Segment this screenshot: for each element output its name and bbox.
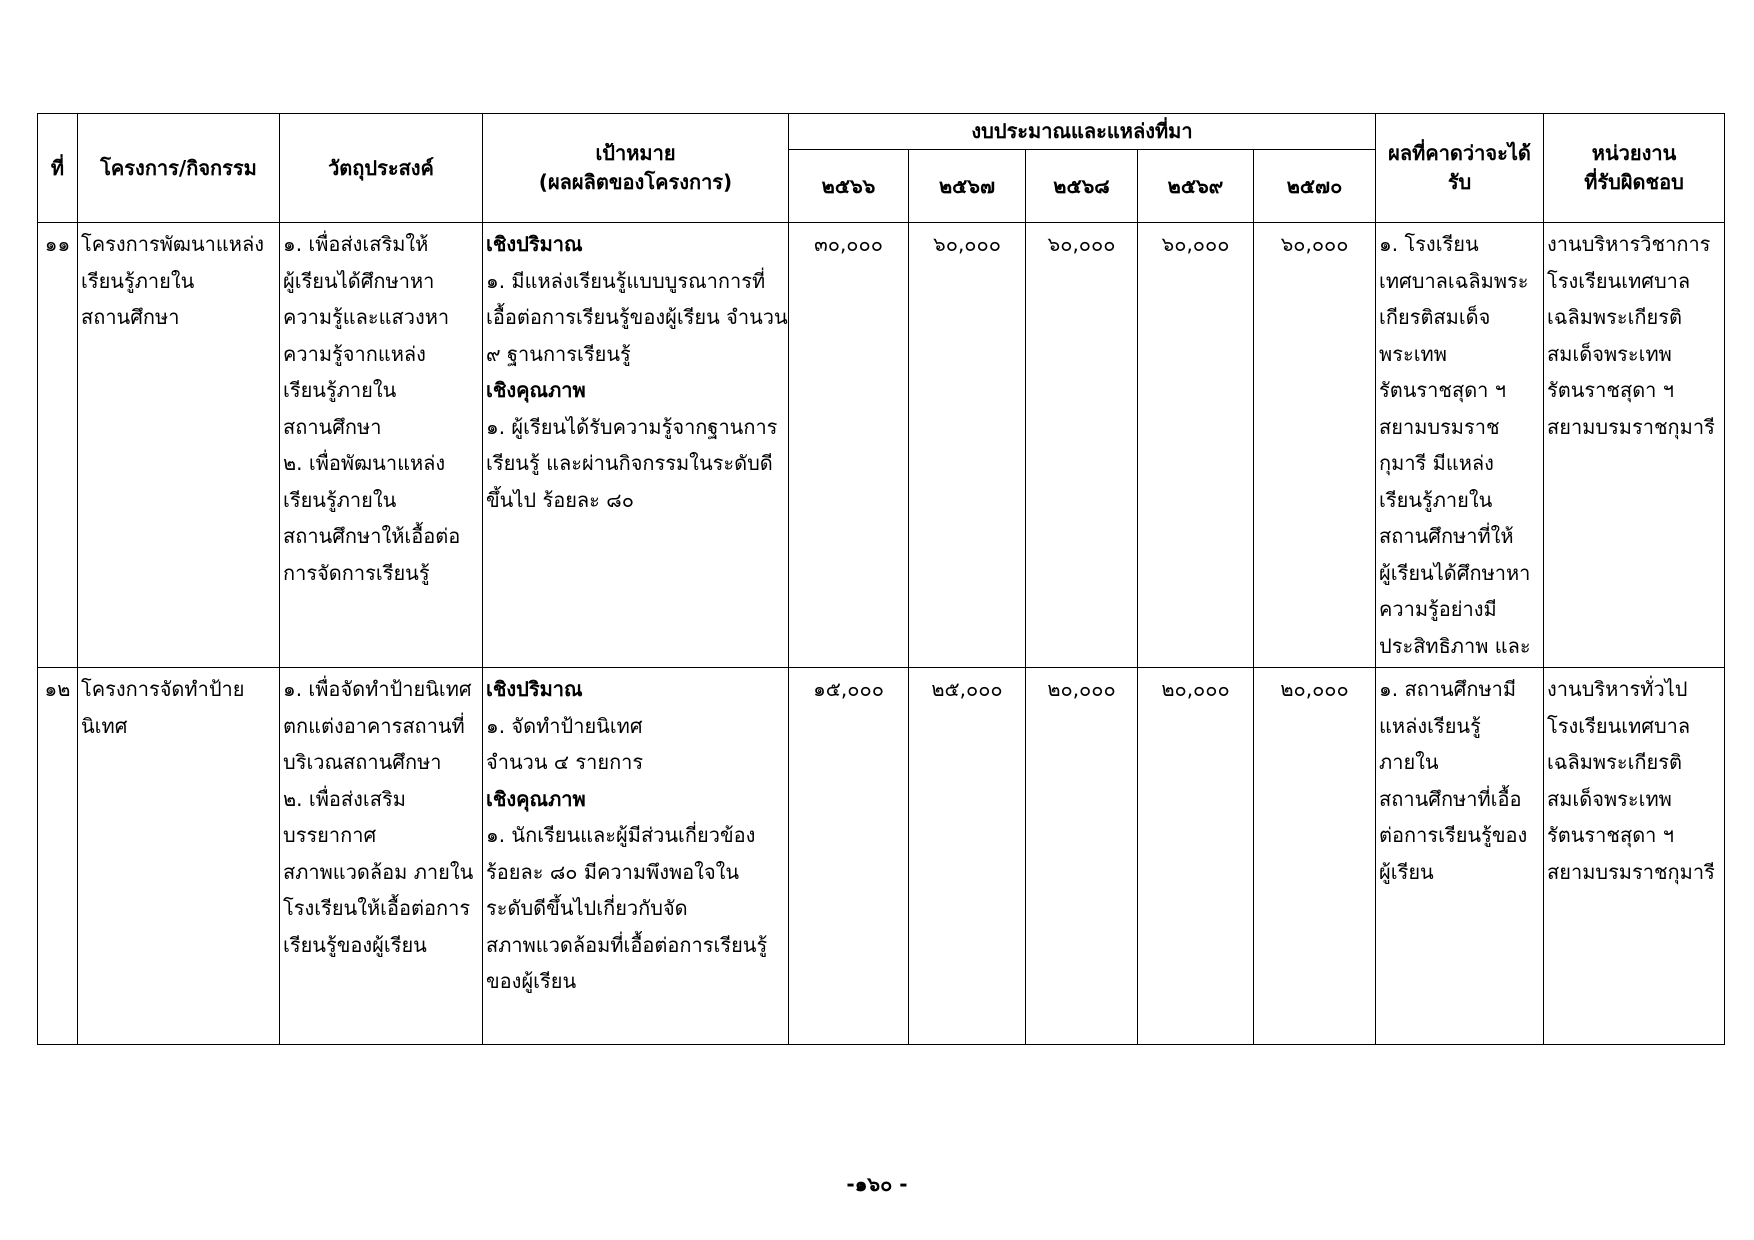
unit-cell	[1544, 223, 1725, 668]
objective-cell	[280, 223, 483, 668]
cell-line: โครงการจัดทำป้าย	[81, 677, 245, 701]
budget-value: ๒๐,๐๐๐	[1047, 677, 1116, 701]
budget-value: ๒๐,๐๐๐	[1280, 677, 1349, 701]
cell-line: เอื้อต่อการเรียนรู้ของผู้เรียน จำนวน	[486, 305, 788, 329]
cell-line: เกียรติสมเด็จ	[1379, 305, 1491, 329]
budget-value: ๓๐,๐๐๐	[814, 232, 883, 256]
cell-line: ระดับดีขึ้นไปเกี่ยวกับจัด	[486, 896, 688, 920]
cell-line: ผู้เรียนได้ศึกษาหา	[283, 268, 435, 293]
cell-line: แหล่งเรียนรู้	[1379, 713, 1481, 738]
cell-line: สมเด็จพระเทพ	[1547, 786, 1672, 811]
cell-line: สยามบรมราชกุมารี	[1547, 414, 1715, 439]
header-year: ๒๕๖๙	[1138, 150, 1254, 223]
cell-line: ๑. จัดทำป้ายนิเทศ	[486, 713, 643, 738]
cell-label: เชิงคุณภาพ	[486, 378, 586, 402]
cell-line: เรียนรู้ภายใน	[283, 378, 397, 402]
row-no-cell	[38, 668, 78, 1045]
cell-line: รัตนราชสุดา ฯ	[1547, 823, 1674, 847]
budget-cell	[789, 668, 909, 1045]
header-expected: ผลที่คาดว่าจะได้รับ	[1376, 114, 1544, 223]
project-plan-table	[37, 113, 1725, 1045]
budget-value: ๖๐,๐๐๐	[1047, 232, 1116, 256]
cell-line: สยามบรมราชกุมารี	[1547, 859, 1715, 884]
header-unit-line1: หน่วยงาน	[1591, 141, 1677, 165]
cell-line: สถานศึกษาที่เอื้อ	[1379, 786, 1522, 811]
objective-cell	[280, 668, 483, 1045]
cell-line: ๑. ผู้เรียนได้รับความรู้จากฐานการ	[486, 414, 778, 439]
budget-value: ๑๕,๐๐๐	[813, 677, 884, 701]
header-target-line2: (ผลผลิตของโครงการ)	[538, 170, 733, 194]
cell-line: พระเทพ	[1379, 341, 1447, 366]
cell-line: ต่อการเรียนรู้ของ	[1379, 823, 1528, 847]
header-year: ๒๕๗๐	[1254, 150, 1376, 223]
cell-line: เฉลิมพระเกียรติ	[1547, 750, 1682, 774]
target-cell	[483, 668, 789, 1045]
budget-cell	[789, 223, 909, 668]
project-cell	[78, 668, 280, 1045]
header-target	[483, 114, 789, 223]
cell-line: ผู้เรียน	[1379, 859, 1434, 884]
cell-line: บริเวณสถานศึกษา	[283, 750, 442, 774]
cell-line: งานบริหารวิชาการ	[1547, 232, 1711, 256]
header-no: ที่	[38, 114, 78, 223]
budget-value: ๒๕,๐๐๐	[931, 677, 1003, 701]
cell-line: สถานศึกษา	[283, 414, 382, 439]
cell-label: ๑๑	[44, 232, 71, 256]
cell-label: เชิงปริมาณ	[486, 232, 583, 256]
cell-line: ๙ ฐานการเรียนรู้	[486, 341, 631, 366]
cell-line: โรงเรียนให้เอื้อต่อการ	[283, 896, 471, 920]
cell-line: สภาพแวดล้อม ภายใน	[283, 859, 474, 884]
cell-line: รัตนราชสุดา ฯ	[1547, 378, 1674, 402]
cell-label: เชิงปริมาณ	[486, 677, 583, 701]
budget-value: ๖๐,๐๐๐	[1280, 232, 1349, 256]
header-unit	[1544, 114, 1725, 223]
cell-line: ๑. สถานศึกษามี	[1379, 677, 1517, 701]
cell-line: เรียนรู้ภายใน	[283, 487, 397, 512]
cell-line: การจัดการเรียนรู้	[283, 560, 430, 585]
header-year: ๒๕๖๗	[909, 150, 1026, 223]
cell-line: ๒. เพื่อส่งเสริม	[283, 786, 406, 811]
cell-line: ความรู้จากแหล่ง	[283, 341, 426, 366]
cell-line: สถานศึกษาให้เอื้อต่อ	[283, 524, 461, 548]
cell-line: ความรู้และแสวงหา	[283, 305, 450, 329]
table-row	[38, 668, 1725, 1045]
budget-value: ๖๐,๐๐๐	[933, 232, 1001, 256]
cell-line: ประสิทธิภาพ และ	[1379, 633, 1531, 658]
cell-line: เรียนรู้ของผู้เรียน	[283, 932, 427, 957]
target-cell	[483, 223, 789, 668]
cell-line: เทศบาลเฉลิมพระ	[1379, 268, 1529, 293]
budget-cell	[1254, 223, 1376, 668]
expected-cell	[1376, 223, 1544, 668]
cell-line: ผู้เรียนได้ศึกษาหา	[1379, 560, 1531, 585]
cell-line: กุมารี มีแหล่ง	[1379, 451, 1494, 475]
cell-line: ความรู้อย่างมี	[1379, 597, 1497, 621]
cell-line: ๑. เพื่อส่งเสริมให้	[283, 232, 429, 256]
cell-line: โรงเรียนเทศบาล	[1547, 268, 1691, 293]
cell-line: เฉลิมพระเกียรติ	[1547, 305, 1682, 329]
budget-cell	[1138, 223, 1254, 668]
cell-line: รัตนราชสุดา ฯ	[1379, 378, 1506, 402]
expected-cell	[1376, 668, 1544, 1045]
cell-line: ของผู้เรียน	[486, 969, 577, 993]
cell-line: ๑. โรงเรียน	[1379, 232, 1479, 256]
cell-line: ๑. เพื่อจัดทำป้ายนิเทศ	[283, 677, 472, 701]
budget-cell	[1254, 668, 1376, 1045]
cell-line: โรงเรียนเทศบาล	[1547, 713, 1691, 738]
cell-line: เรียนรู้ และผ่านกิจกรรมในระดับดี	[486, 451, 773, 475]
cell-line: นิเทศ	[81, 713, 128, 738]
cell-line: สมเด็จพระเทพ	[1547, 341, 1672, 366]
cell-line: ๑. มีแหล่งเรียนรู้แบบบูรณาการที่	[486, 268, 766, 293]
cell-label: ๑๒	[44, 677, 71, 701]
header-budget-group: งบประมาณและแหล่งที่มา	[789, 114, 1376, 150]
header-year: ๒๕๖๖	[789, 150, 909, 223]
cell-line: จำนวน ๔ รายการ	[486, 750, 644, 774]
cell-line: เรียนรู้ภายใน	[81, 268, 195, 293]
cell-line: โครงการพัฒนาแหล่ง	[81, 232, 264, 256]
cell-line: สถานศึกษาที่ให้	[1379, 524, 1514, 548]
cell-line: งานบริหารทั่วไป	[1547, 677, 1688, 701]
cell-line: ๒. เพื่อพัฒนาแหล่ง	[283, 451, 446, 475]
cell-line: ภายใน	[1379, 750, 1439, 774]
budget-value: ๒๐,๐๐๐	[1161, 677, 1230, 701]
header-year: ๒๕๖๘	[1026, 150, 1138, 223]
header-project: โครงการ/กิจกรรม	[78, 114, 280, 223]
budget-cell	[1138, 668, 1254, 1045]
cell-line: ตกแต่งอาคารสถานที่	[283, 713, 465, 738]
row-no-cell	[38, 223, 78, 668]
budget-cell	[909, 668, 1026, 1045]
page-number: -๑๖๐ -	[846, 1172, 908, 1196]
cell-line: ๑. นักเรียนและผู้มีส่วนเกี่ยวข้อง	[486, 823, 756, 847]
budget-cell	[909, 223, 1026, 668]
project-cell	[78, 223, 280, 668]
cell-line: สภาพแวดล้อมที่เอื้อต่อการเรียนรู้	[486, 932, 768, 957]
header-target-line1: เป้าหมาย	[595, 141, 676, 165]
header-unit-line2: ที่รับผิดชอบ	[1584, 170, 1684, 194]
unit-cell	[1544, 668, 1725, 1045]
budget-cell	[1026, 668, 1138, 1045]
cell-line: เรียนรู้ภายใน	[1379, 487, 1493, 512]
header-objective: วัตถุประสงค์	[280, 114, 483, 223]
budget-cell	[1026, 223, 1138, 668]
budget-value: ๖๐,๐๐๐	[1161, 232, 1230, 256]
cell-line: ขึ้นไป ร้อยละ ๘๐	[486, 487, 634, 512]
cell-line: ร้อยละ ๘๐ มีความพึงพอใจใน	[486, 859, 740, 884]
cell-line: บรรยากาศ	[283, 823, 377, 847]
cell-label: เชิงคุณภาพ	[486, 786, 586, 811]
table-row	[38, 223, 1725, 668]
cell-line: สถานศึกษา	[81, 305, 180, 329]
cell-line: สยามบรมราช	[1379, 414, 1500, 439]
